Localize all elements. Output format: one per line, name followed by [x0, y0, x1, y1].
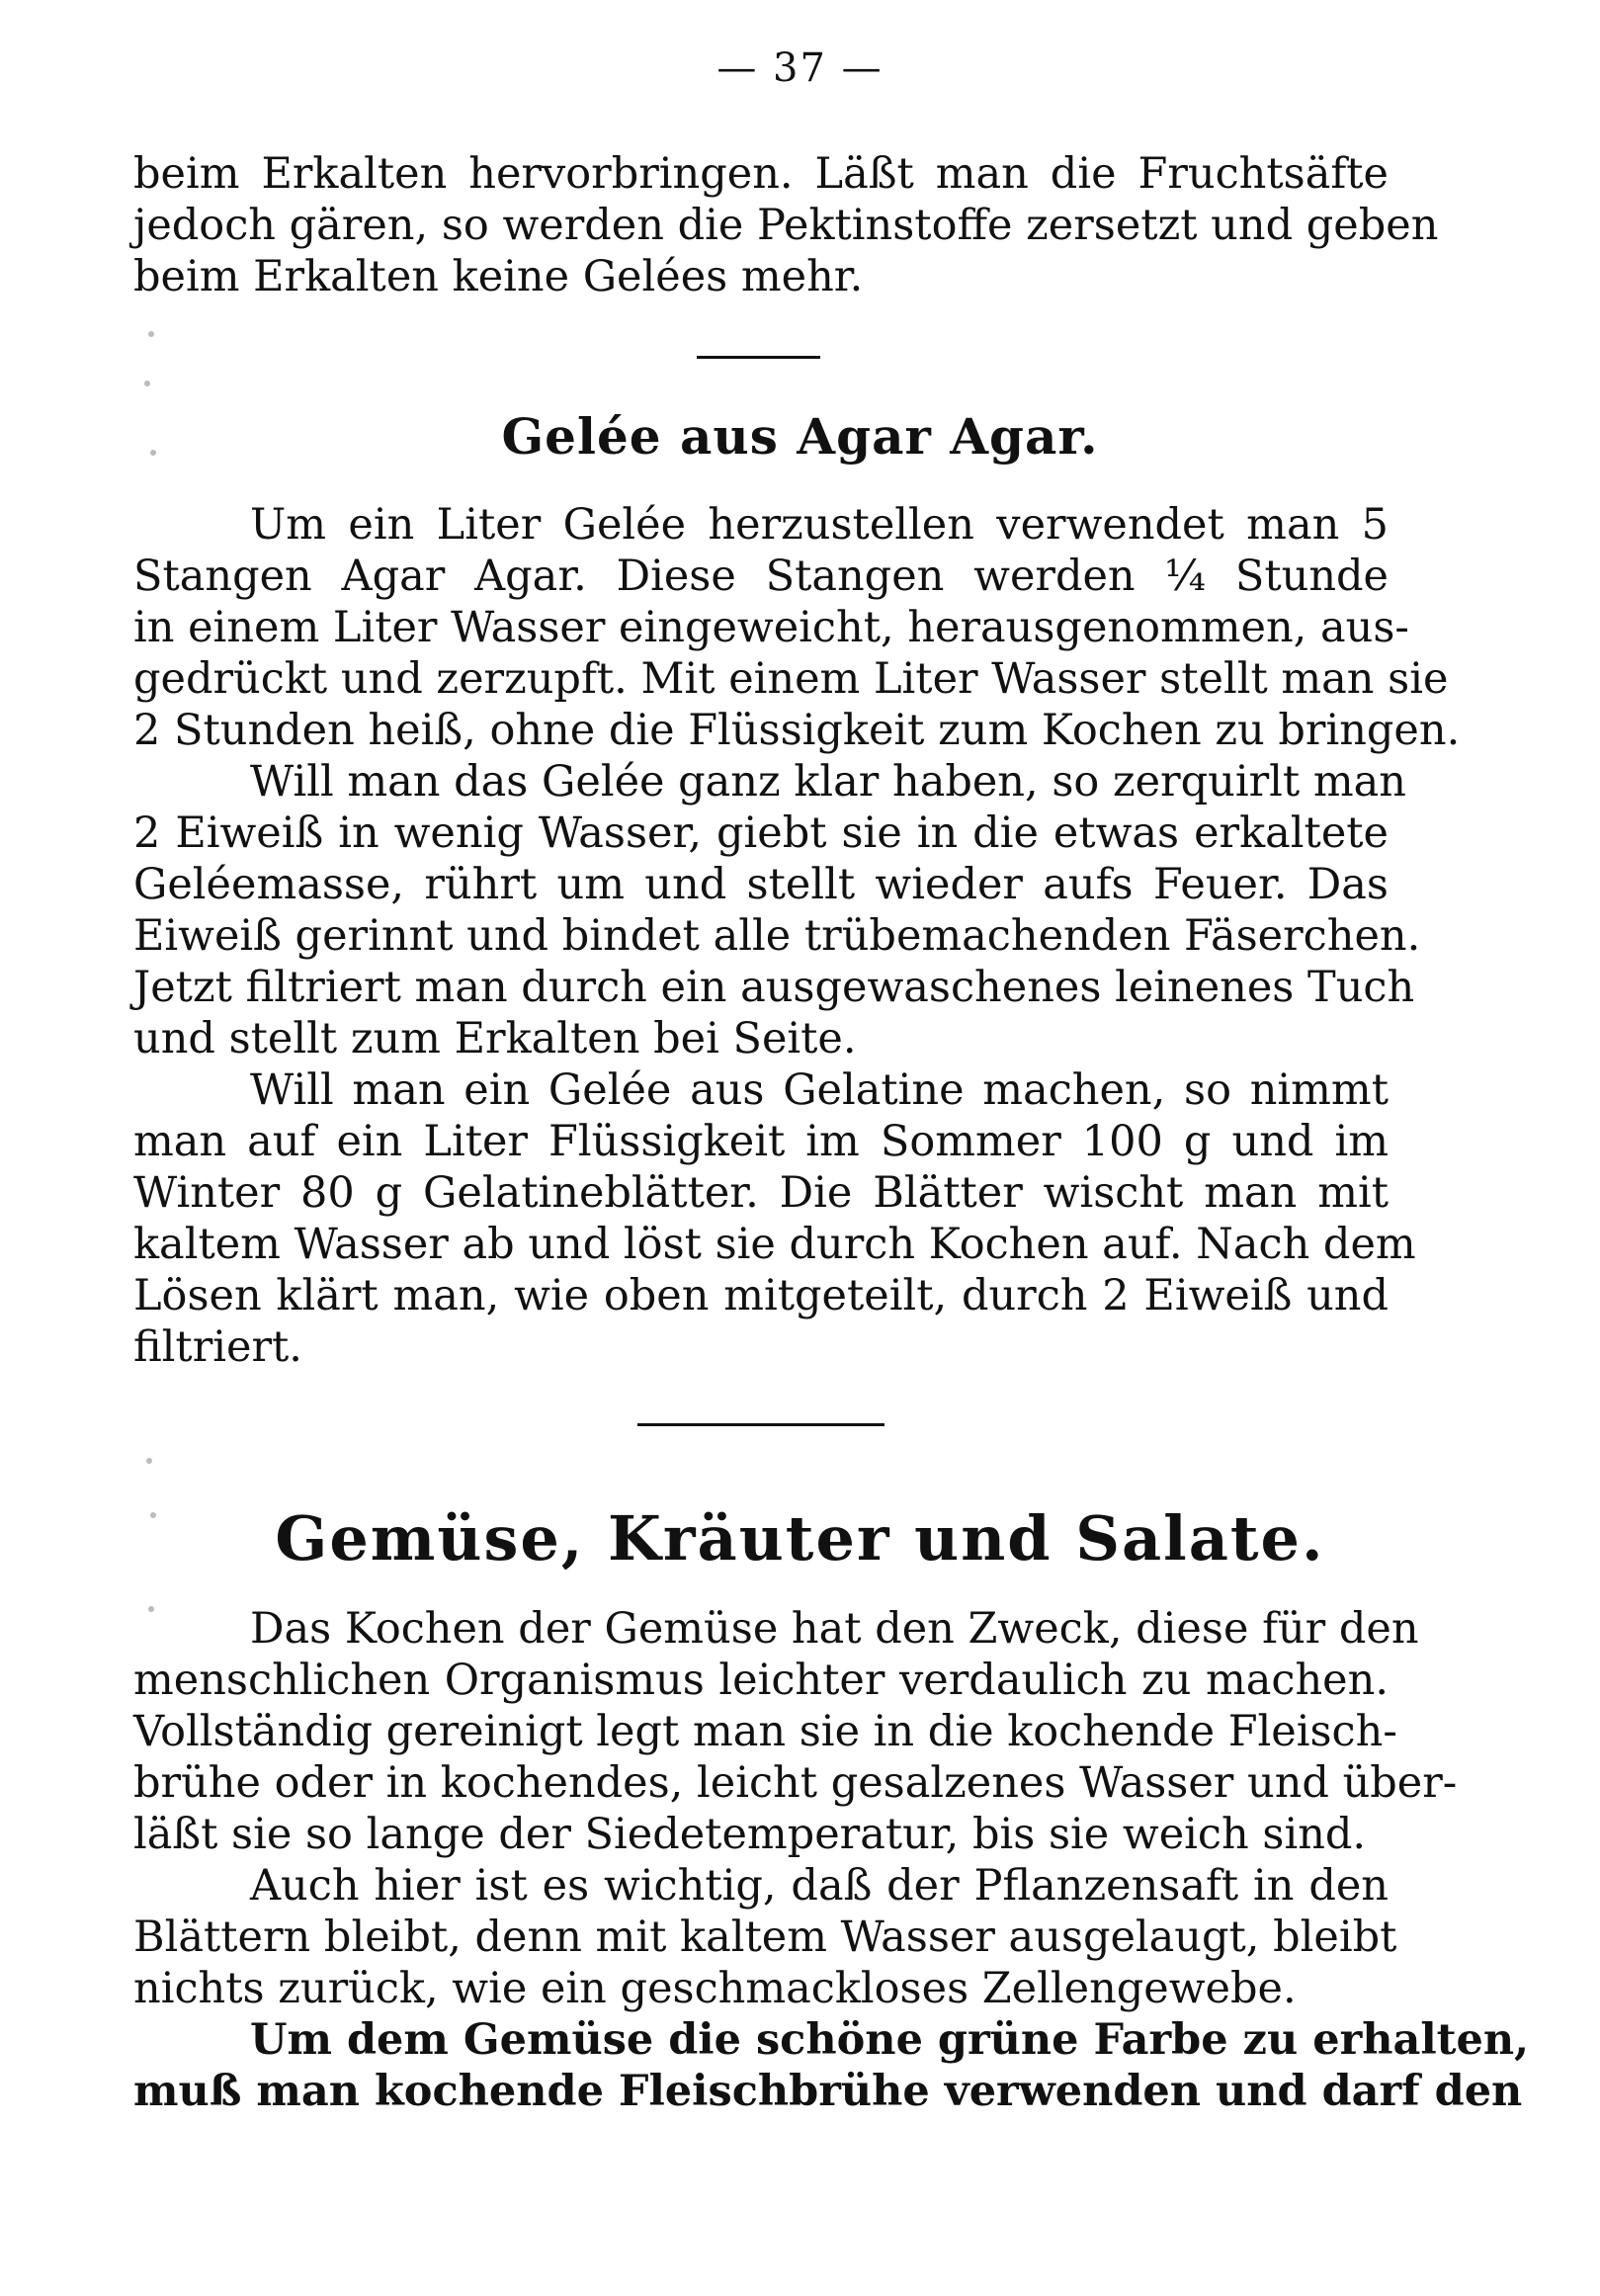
text-line: Um ein Liter Gelée herzustellen verwendet man 5: [250, 500, 1389, 550]
page-number: — 37 —: [716, 45, 884, 91]
top-paragraph: [133, 148, 1439, 302]
text-line: beim Erkalten keine Gelées mehr.: [133, 252, 864, 301]
text-line: muß man kochende Fleischbrühe verwenden und darf den: [133, 2067, 1523, 2116]
section-divider: [697, 356, 820, 359]
text-line: Stangen Agar Agar. Diese Stangen werden ¼ Stunde: [133, 552, 1389, 601]
text-line: menschlichen Organismus leichter verdaulich zu machen.: [133, 1656, 1389, 1705]
text-line: in einem Liter Wasser eingeweicht, herausgenommen, aus-: [133, 603, 1409, 652]
text-line: Lösen klärt man, wie oben mitgeteilt, durch 2 Eiweiß und: [133, 1271, 1389, 1320]
text-line: kaltem Wasser ab und löst sie durch Kochen auf. Nach dem: [133, 1220, 1416, 1269]
text-line: 2 Stunden heiß, ohne die Flüssigkeit zum Kochen zu bringen.: [133, 706, 1461, 755]
scan-speck: [144, 381, 150, 386]
scan-speck: [146, 1458, 152, 1464]
text-line: Eiweiß gerinnt und bindet alle trübemachenden Fäserchen.: [133, 911, 1421, 961]
section-heading-agar: Gelée aus Agar Agar.: [501, 407, 1099, 466]
text-line: beim Erkalten hervorbringen. Läßt man die Fruchtsäfte: [133, 149, 1389, 199]
text-line: Vollständig gereinigt legt man sie in die kochende Fleisch-: [133, 1707, 1397, 1756]
text-line: man auf ein Liter Flüssigkeit im Sommer 100 g und im: [133, 1117, 1389, 1166]
text-line: brühe oder in kochendes, leicht gesalzenes Wasser und über-: [133, 1758, 1458, 1808]
text-line: Jetzt filtriert man durch ein ausgewaschenes leinenes Tuch: [133, 963, 1415, 1012]
text-line: nichts zurück, wie ein geschmackloses Zellengewebe.: [133, 1964, 1297, 2013]
section-gemuese-body: [133, 1603, 1530, 2117]
text-line: jedoch gären, so werden die Pektinstoffe zersetzt und geben: [133, 201, 1439, 250]
text-line: Will man das Gelée ganz klar haben, so zerquirlt man: [250, 757, 1406, 807]
section-divider: [637, 1423, 884, 1426]
text-line: und stellt zum Erkalten bei Seite.: [133, 1014, 857, 1063]
text-line: läßt sie so lange der Siedetemperatur, bis sie weich sind.: [133, 1810, 1367, 1859]
scan-speck: [150, 1512, 156, 1518]
scan-speck: [150, 450, 156, 456]
text-line: gedrückt und zerzupft. Mit einem Liter Wasser stellt man sie: [133, 654, 1449, 704]
section-agar-body: [133, 499, 1461, 1373]
text-line: Blättern bleibt, denn mit kaltem Wasser ausgelaugt, bleibt: [133, 1913, 1397, 1962]
text-line: Um dem Gemüse die schöne grüne Farbe zu erhalten,: [250, 2015, 1530, 2065]
scan-speck: [148, 331, 154, 337]
text-line: Winter 80 g Gelatineblätter. Die Blätter wischt man mit: [133, 1168, 1389, 1218]
text-line: 2 Eiweiß in wenig Wasser, giebt sie in die etwas erkaltete: [133, 808, 1389, 858]
text-line: Das Kochen der Gemüse hat den Zweck, diese für den: [250, 1604, 1419, 1654]
text-line: Auch hier ist es wichtig, daß der Pflanzensaft in den: [250, 1861, 1389, 1911]
text-line: Will man ein Gelée aus Gelatine machen, so nimmt: [250, 1065, 1389, 1115]
section-heading-gemuese: Gemüse, Kräuter und Salate.: [275, 1502, 1325, 1574]
text-line: Geléemasse, rührt um und stellt wieder aufs Feuer. Das: [133, 860, 1389, 909]
text-line: filtriert.: [133, 1322, 302, 1372]
scan-speck: [148, 1606, 154, 1612]
